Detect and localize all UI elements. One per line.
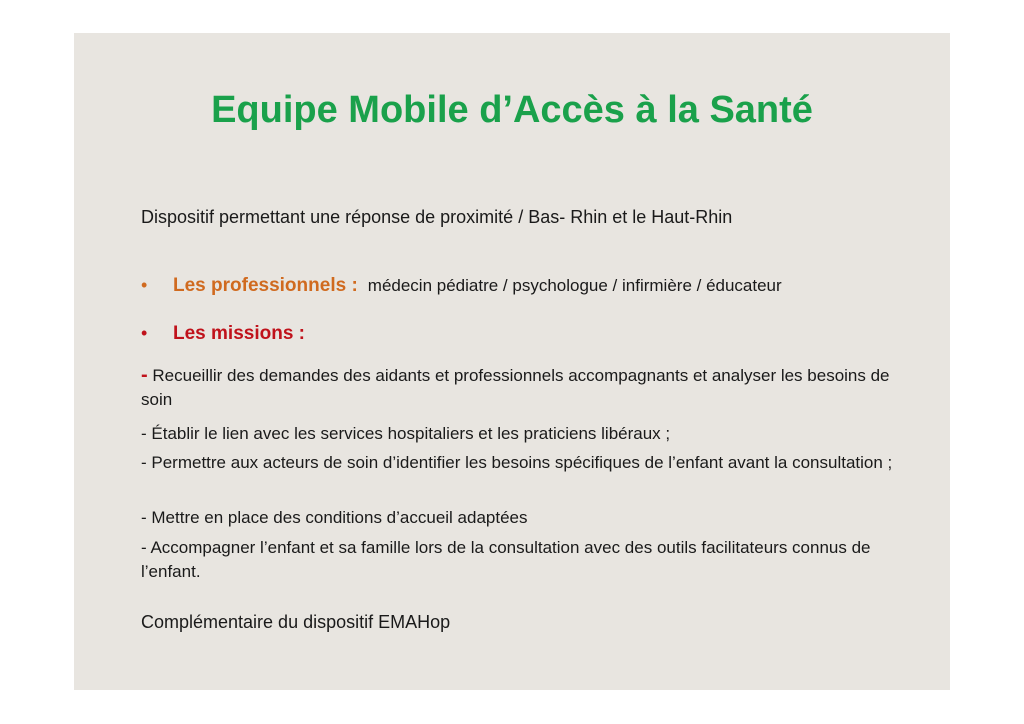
professionals-bullet xyxy=(141,273,782,298)
mission-item xyxy=(141,363,921,412)
intro-text: Dispositif permettant une réponse de proximité / Bas- Rhin et le Haut-Rhin xyxy=(141,207,733,227)
missions-bullet xyxy=(141,321,305,346)
bullet-dot: • xyxy=(141,323,148,343)
mission-item: - Accompagner l’enfant et sa famille lors de la consultation avec des outils facilitateurs connus de l’enfant. xyxy=(141,538,871,581)
mission-item: - Établir le lien avec les services hospitaliers et les praticiens libéraux ; xyxy=(141,424,671,443)
slide-title: Equipe Mobile d’Accès à la Santé xyxy=(211,89,813,131)
mission-item: - Permettre aux acteurs de soin d’identifier les besoins spécifiques de l’enfant avant la consultation ; xyxy=(141,453,893,472)
mission-item: - Mettre en place des conditions d’accueil adaptées xyxy=(141,508,528,527)
missions-heading: Les missions : xyxy=(173,323,305,344)
mission-text: Recueillir des demandes des aidants et professionnels accompagnants et analyser les besoins de soin xyxy=(141,366,890,409)
professionals-text: médecin pédiatre / psychologue / infirmière / éducateur xyxy=(367,276,782,295)
mission-dash: - xyxy=(141,364,148,386)
bullet-dot: • xyxy=(141,275,148,295)
slide xyxy=(74,33,950,690)
footer-text: Complémentaire du dispositif EMAHop xyxy=(141,612,451,632)
professionals-heading: Les professionnels : xyxy=(173,275,358,296)
